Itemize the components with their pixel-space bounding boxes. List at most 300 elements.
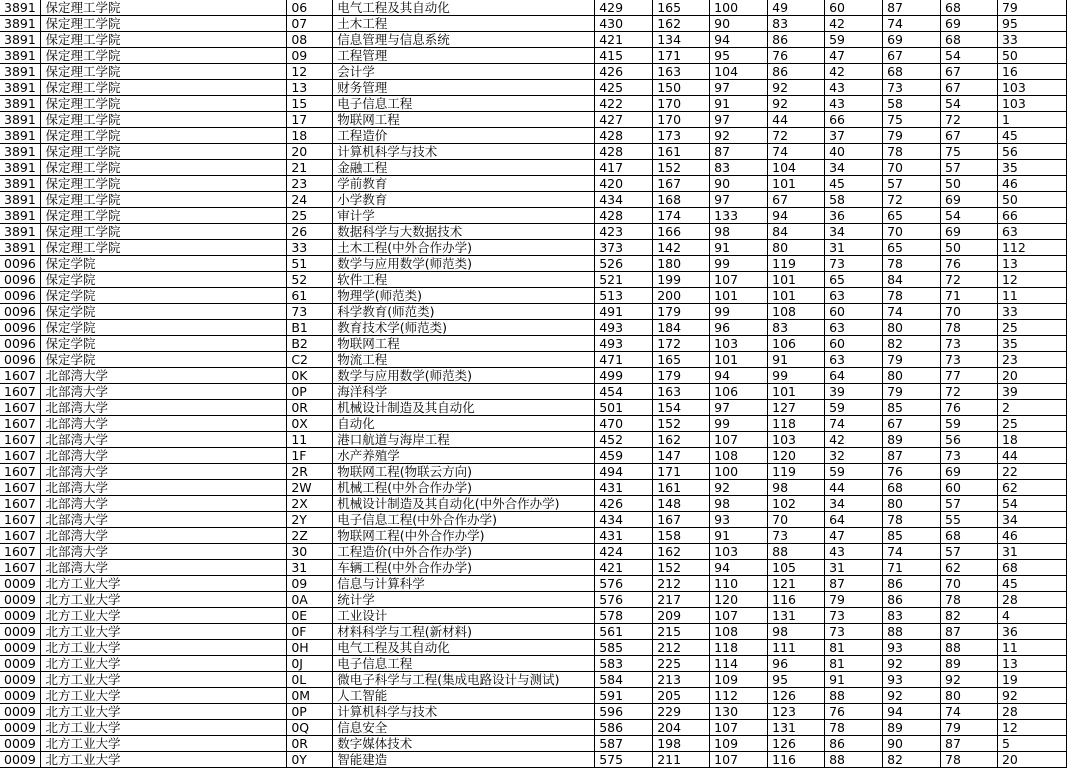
score-e-cell[interactable]: 58 — [883, 96, 941, 112]
major-code-cell[interactable]: 0A — [287, 592, 333, 608]
major-cell[interactable]: 电气工程及其自动化 — [333, 640, 595, 656]
major-cell[interactable]: 信息管理与信息系统 — [333, 32, 595, 48]
score-d-cell[interactable]: 63 — [825, 320, 883, 336]
score-a-cell[interactable]: 162 — [653, 432, 710, 448]
code-cell[interactable]: 0009 — [0, 608, 41, 624]
score-b-cell[interactable]: 101 — [710, 352, 768, 368]
table-row[interactable] — [0, 688, 1067, 704]
score-e-cell[interactable]: 88 — [883, 624, 941, 640]
major-cell[interactable]: 数据科学与大数据技术 — [333, 224, 595, 240]
score-c-cell[interactable]: 103 — [768, 432, 825, 448]
rank-cell[interactable]: 62 — [997, 480, 1066, 496]
major-code-cell[interactable]: 0M — [287, 688, 333, 704]
score-c-cell[interactable]: 76 — [768, 48, 825, 64]
major-cell[interactable]: 海洋科学 — [333, 384, 595, 400]
score-a-cell[interactable]: 204 — [653, 720, 710, 736]
score-b-cell[interactable]: 91 — [710, 528, 768, 544]
school-cell[interactable]: 北部湾大学 — [41, 464, 287, 480]
school-cell[interactable]: 保定学院 — [41, 288, 287, 304]
score-f-cell[interactable]: 69 — [941, 192, 998, 208]
school-cell[interactable]: 北部湾大学 — [41, 560, 287, 576]
school-cell[interactable]: 北方工业大学 — [41, 608, 287, 624]
score-c-cell[interactable]: 83 — [768, 16, 825, 32]
school-cell[interactable]: 北方工业大学 — [41, 688, 287, 704]
score-f-cell[interactable]: 62 — [941, 560, 998, 576]
table-row[interactable] — [0, 448, 1067, 464]
score-d-cell[interactable]: 81 — [825, 640, 883, 656]
school-cell[interactable]: 北方工业大学 — [41, 624, 287, 640]
score-b-cell[interactable]: 107 — [710, 432, 768, 448]
major-code-cell[interactable]: 21 — [287, 160, 333, 176]
total-cell[interactable]: 576 — [595, 592, 653, 608]
table-row[interactable] — [0, 400, 1067, 416]
score-a-cell[interactable]: 152 — [653, 560, 710, 576]
score-e-cell[interactable]: 71 — [883, 560, 941, 576]
score-b-cell[interactable]: 96 — [710, 320, 768, 336]
code-cell[interactable]: 3891 — [0, 64, 41, 80]
school-cell[interactable]: 保定学院 — [41, 256, 287, 272]
code-cell[interactable]: 0096 — [0, 336, 41, 352]
score-a-cell[interactable]: 209 — [653, 608, 710, 624]
rank-cell[interactable]: 12 — [997, 720, 1066, 736]
score-d-cell[interactable]: 86 — [825, 736, 883, 752]
score-f-cell[interactable]: 71 — [941, 288, 998, 304]
school-cell[interactable]: 保定学院 — [41, 352, 287, 368]
major-code-cell[interactable]: 0E — [287, 608, 333, 624]
code-cell[interactable]: 3891 — [0, 0, 41, 16]
table-row[interactable] — [0, 320, 1067, 336]
score-a-cell[interactable]: 161 — [653, 144, 710, 160]
rank-cell[interactable]: 44 — [997, 448, 1066, 464]
major-cell[interactable]: 财务管理 — [333, 80, 595, 96]
score-a-cell[interactable]: 179 — [653, 304, 710, 320]
school-cell[interactable]: 北方工业大学 — [41, 640, 287, 656]
score-d-cell[interactable]: 63 — [825, 352, 883, 368]
code-cell[interactable]: 3891 — [0, 144, 41, 160]
score-b-cell[interactable]: 95 — [710, 48, 768, 64]
table-row[interactable] — [0, 0, 1067, 16]
score-c-cell[interactable]: 121 — [768, 576, 825, 592]
score-d-cell[interactable]: 91 — [825, 672, 883, 688]
code-cell[interactable]: 3891 — [0, 208, 41, 224]
code-cell[interactable]: 3891 — [0, 128, 41, 144]
rank-cell[interactable]: 23 — [997, 352, 1066, 368]
score-b-cell[interactable]: 99 — [710, 416, 768, 432]
score-c-cell[interactable]: 104 — [768, 160, 825, 176]
score-d-cell[interactable]: 44 — [825, 480, 883, 496]
major-code-cell[interactable]: 09 — [287, 48, 333, 64]
score-a-cell[interactable]: 162 — [653, 16, 710, 32]
rank-cell[interactable]: 68 — [997, 560, 1066, 576]
score-d-cell[interactable]: 37 — [825, 128, 883, 144]
code-cell[interactable]: 3891 — [0, 224, 41, 240]
score-b-cell[interactable]: 103 — [710, 544, 768, 560]
score-e-cell[interactable]: 78 — [883, 512, 941, 528]
major-code-cell[interactable]: 0R — [287, 736, 333, 752]
major-code-cell[interactable]: 23 — [287, 176, 333, 192]
major-code-cell[interactable]: 0L — [287, 672, 333, 688]
score-a-cell[interactable]: 165 — [653, 0, 710, 16]
major-cell[interactable]: 自动化 — [333, 416, 595, 432]
score-b-cell[interactable]: 99 — [710, 256, 768, 272]
school-cell[interactable]: 保定理工学院 — [41, 224, 287, 240]
table-row[interactable] — [0, 736, 1067, 752]
score-f-cell[interactable]: 68 — [941, 32, 998, 48]
score-a-cell[interactable]: 173 — [653, 128, 710, 144]
school-cell[interactable]: 北部湾大学 — [41, 528, 287, 544]
school-cell[interactable]: 保定理工学院 — [41, 80, 287, 96]
major-code-cell[interactable]: 2Y — [287, 512, 333, 528]
table-row[interactable] — [0, 272, 1067, 288]
score-e-cell[interactable]: 86 — [883, 592, 941, 608]
major-cell[interactable]: 土木工程 — [333, 16, 595, 32]
score-c-cell[interactable]: 98 — [768, 480, 825, 496]
table-row[interactable] — [0, 576, 1067, 592]
score-c-cell[interactable]: 101 — [768, 176, 825, 192]
rank-cell[interactable]: 28 — [997, 592, 1066, 608]
code-cell[interactable]: 0009 — [0, 720, 41, 736]
table-row[interactable] — [0, 464, 1067, 480]
table-row[interactable] — [0, 528, 1067, 544]
total-cell[interactable]: 427 — [595, 112, 653, 128]
major-code-cell[interactable]: 0R — [287, 400, 333, 416]
score-d-cell[interactable]: 79 — [825, 592, 883, 608]
rank-cell[interactable]: 33 — [997, 32, 1066, 48]
school-cell[interactable]: 北部湾大学 — [41, 384, 287, 400]
score-c-cell[interactable]: 80 — [768, 240, 825, 256]
score-a-cell[interactable]: 212 — [653, 640, 710, 656]
score-e-cell[interactable]: 92 — [883, 688, 941, 704]
score-d-cell[interactable]: 60 — [825, 336, 883, 352]
total-cell[interactable]: 586 — [595, 720, 653, 736]
table-row[interactable] — [0, 224, 1067, 240]
table-row[interactable] — [0, 624, 1067, 640]
code-cell[interactable]: 0096 — [0, 256, 41, 272]
major-code-cell[interactable]: 0X — [287, 416, 333, 432]
table-row[interactable] — [0, 512, 1067, 528]
total-cell[interactable]: 587 — [595, 736, 653, 752]
score-d-cell[interactable]: 40 — [825, 144, 883, 160]
rank-cell[interactable]: 103 — [997, 96, 1066, 112]
total-cell[interactable]: 428 — [595, 128, 653, 144]
rank-cell[interactable]: 79 — [997, 0, 1066, 16]
score-c-cell[interactable]: 91 — [768, 352, 825, 368]
score-f-cell[interactable]: 54 — [941, 208, 998, 224]
score-c-cell[interactable]: 101 — [768, 288, 825, 304]
major-cell[interactable]: 物流工程 — [333, 352, 595, 368]
score-d-cell[interactable]: 88 — [825, 752, 883, 768]
score-b-cell[interactable]: 97 — [710, 192, 768, 208]
code-cell[interactable]: 0009 — [0, 688, 41, 704]
total-cell[interactable]: 452 — [595, 432, 653, 448]
total-cell[interactable]: 493 — [595, 320, 653, 336]
score-a-cell[interactable]: 211 — [653, 752, 710, 768]
score-c-cell[interactable]: 86 — [768, 32, 825, 48]
school-cell[interactable]: 北方工业大学 — [41, 752, 287, 768]
score-a-cell[interactable]: 172 — [653, 336, 710, 352]
score-c-cell[interactable]: 92 — [768, 96, 825, 112]
table-row[interactable] — [0, 480, 1067, 496]
rank-cell[interactable]: 35 — [997, 336, 1066, 352]
score-e-cell[interactable]: 87 — [883, 0, 941, 16]
score-e-cell[interactable]: 93 — [883, 640, 941, 656]
major-code-cell[interactable]: 0Q — [287, 720, 333, 736]
total-cell[interactable]: 431 — [595, 528, 653, 544]
score-b-cell[interactable]: 107 — [710, 272, 768, 288]
table-row[interactable] — [0, 80, 1067, 96]
rank-cell[interactable]: 20 — [997, 752, 1066, 768]
score-b-cell[interactable]: 91 — [710, 240, 768, 256]
major-code-cell[interactable]: 15 — [287, 96, 333, 112]
score-f-cell[interactable]: 60 — [941, 480, 998, 496]
score-f-cell[interactable]: 87 — [941, 624, 998, 640]
table-row[interactable] — [0, 240, 1067, 256]
score-e-cell[interactable]: 83 — [883, 608, 941, 624]
score-d-cell[interactable]: 64 — [825, 368, 883, 384]
score-a-cell[interactable]: 199 — [653, 272, 710, 288]
rank-cell[interactable]: 66 — [997, 208, 1066, 224]
score-c-cell[interactable]: 95 — [768, 672, 825, 688]
major-code-cell[interactable]: B2 — [287, 336, 333, 352]
score-d-cell[interactable]: 43 — [825, 80, 883, 96]
score-f-cell[interactable]: 50 — [941, 176, 998, 192]
score-a-cell[interactable]: 147 — [653, 448, 710, 464]
score-b-cell[interactable]: 109 — [710, 736, 768, 752]
code-cell[interactable]: 3891 — [0, 32, 41, 48]
table-row[interactable] — [0, 288, 1067, 304]
score-b-cell[interactable]: 118 — [710, 640, 768, 656]
score-a-cell[interactable]: 165 — [653, 352, 710, 368]
score-f-cell[interactable]: 57 — [941, 496, 998, 512]
score-a-cell[interactable]: 213 — [653, 672, 710, 688]
score-e-cell[interactable]: 65 — [883, 240, 941, 256]
rank-cell[interactable]: 63 — [997, 224, 1066, 240]
code-cell[interactable]: 1607 — [0, 384, 41, 400]
score-b-cell[interactable]: 107 — [710, 608, 768, 624]
school-cell[interactable]: 北部湾大学 — [41, 416, 287, 432]
score-e-cell[interactable]: 82 — [883, 336, 941, 352]
table-row[interactable] — [0, 64, 1067, 80]
table-row[interactable] — [0, 640, 1067, 656]
score-f-cell[interactable]: 59 — [941, 416, 998, 432]
total-cell[interactable]: 422 — [595, 96, 653, 112]
score-d-cell[interactable]: 31 — [825, 560, 883, 576]
score-e-cell[interactable]: 80 — [883, 368, 941, 384]
major-cell[interactable]: 会计学 — [333, 64, 595, 80]
score-e-cell[interactable]: 93 — [883, 672, 941, 688]
score-a-cell[interactable]: 205 — [653, 688, 710, 704]
school-cell[interactable]: 北方工业大学 — [41, 720, 287, 736]
major-code-cell[interactable]: 25 — [287, 208, 333, 224]
score-f-cell[interactable]: 57 — [941, 544, 998, 560]
total-cell[interactable]: 578 — [595, 608, 653, 624]
major-cell[interactable]: 教育技术学(师范类) — [333, 320, 595, 336]
total-cell[interactable]: 459 — [595, 448, 653, 464]
rank-cell[interactable]: 20 — [997, 368, 1066, 384]
score-f-cell[interactable]: 57 — [941, 160, 998, 176]
code-cell[interactable]: 3891 — [0, 16, 41, 32]
score-b-cell[interactable]: 112 — [710, 688, 768, 704]
rank-cell[interactable]: 13 — [997, 656, 1066, 672]
score-b-cell[interactable]: 114 — [710, 656, 768, 672]
score-b-cell[interactable]: 107 — [710, 720, 768, 736]
rank-cell[interactable]: 4 — [997, 608, 1066, 624]
score-c-cell[interactable]: 49 — [768, 0, 825, 16]
score-f-cell[interactable]: 73 — [941, 336, 998, 352]
score-b-cell[interactable]: 101 — [710, 288, 768, 304]
rank-cell[interactable]: 1 — [997, 112, 1066, 128]
score-c-cell[interactable]: 116 — [768, 592, 825, 608]
score-d-cell[interactable]: 73 — [825, 624, 883, 640]
score-f-cell[interactable]: 72 — [941, 272, 998, 288]
rank-cell[interactable]: 50 — [997, 48, 1066, 64]
score-a-cell[interactable]: 162 — [653, 544, 710, 560]
score-b-cell[interactable]: 108 — [710, 624, 768, 640]
table-row[interactable] — [0, 96, 1067, 112]
school-cell[interactable]: 保定理工学院 — [41, 176, 287, 192]
major-cell[interactable]: 科学教育(师范类) — [333, 304, 595, 320]
score-e-cell[interactable]: 89 — [883, 432, 941, 448]
major-code-cell[interactable]: 07 — [287, 16, 333, 32]
major-cell[interactable]: 工程造价 — [333, 128, 595, 144]
table-row[interactable] — [0, 352, 1067, 368]
score-a-cell[interactable]: 167 — [653, 512, 710, 528]
score-c-cell[interactable]: 67 — [768, 192, 825, 208]
score-f-cell[interactable]: 88 — [941, 640, 998, 656]
table-row[interactable] — [0, 672, 1067, 688]
score-e-cell[interactable]: 75 — [883, 112, 941, 128]
rank-cell[interactable]: 46 — [997, 528, 1066, 544]
score-c-cell[interactable]: 118 — [768, 416, 825, 432]
score-a-cell[interactable]: 163 — [653, 64, 710, 80]
score-d-cell[interactable]: 36 — [825, 208, 883, 224]
rank-cell[interactable]: 12 — [997, 272, 1066, 288]
score-e-cell[interactable]: 79 — [883, 128, 941, 144]
score-c-cell[interactable]: 70 — [768, 512, 825, 528]
major-code-cell[interactable]: 0Y — [287, 752, 333, 768]
score-a-cell[interactable]: 134 — [653, 32, 710, 48]
total-cell[interactable]: 429 — [595, 0, 653, 16]
score-f-cell[interactable]: 72 — [941, 384, 998, 400]
score-a-cell[interactable]: 212 — [653, 576, 710, 592]
school-cell[interactable]: 北部湾大学 — [41, 544, 287, 560]
rank-cell[interactable]: 46 — [997, 176, 1066, 192]
score-f-cell[interactable]: 67 — [941, 128, 998, 144]
school-cell[interactable]: 北部湾大学 — [41, 400, 287, 416]
score-e-cell[interactable]: 74 — [883, 544, 941, 560]
score-a-cell[interactable]: 167 — [653, 176, 710, 192]
major-cell[interactable]: 人工智能 — [333, 688, 595, 704]
score-e-cell[interactable]: 70 — [883, 224, 941, 240]
major-cell[interactable]: 信息安全 — [333, 720, 595, 736]
score-e-cell[interactable]: 85 — [883, 400, 941, 416]
score-d-cell[interactable]: 42 — [825, 432, 883, 448]
score-f-cell[interactable]: 70 — [941, 576, 998, 592]
score-f-cell[interactable]: 87 — [941, 736, 998, 752]
major-cell[interactable]: 软件工程 — [333, 272, 595, 288]
score-b-cell[interactable]: 97 — [710, 112, 768, 128]
code-cell[interactable]: 0096 — [0, 288, 41, 304]
table-row[interactable] — [0, 592, 1067, 608]
total-cell[interactable]: 596 — [595, 704, 653, 720]
score-c-cell[interactable]: 98 — [768, 624, 825, 640]
major-code-cell[interactable]: 26 — [287, 224, 333, 240]
score-b-cell[interactable]: 100 — [710, 464, 768, 480]
score-f-cell[interactable]: 67 — [941, 64, 998, 80]
score-d-cell[interactable]: 42 — [825, 16, 883, 32]
table-row[interactable] — [0, 128, 1067, 144]
score-b-cell[interactable]: 133 — [710, 208, 768, 224]
rank-cell[interactable]: 16 — [997, 64, 1066, 80]
table-row[interactable] — [0, 176, 1067, 192]
score-b-cell[interactable]: 103 — [710, 336, 768, 352]
school-cell[interactable]: 北部湾大学 — [41, 480, 287, 496]
score-e-cell[interactable]: 74 — [883, 16, 941, 32]
total-cell[interactable]: 585 — [595, 640, 653, 656]
school-cell[interactable]: 保定理工学院 — [41, 240, 287, 256]
score-a-cell[interactable]: 166 — [653, 224, 710, 240]
score-d-cell[interactable]: 59 — [825, 464, 883, 480]
code-cell[interactable]: 1607 — [0, 416, 41, 432]
major-code-cell[interactable]: 13 — [287, 80, 333, 96]
score-c-cell[interactable]: 74 — [768, 144, 825, 160]
table-row[interactable] — [0, 432, 1067, 448]
code-cell[interactable]: 1607 — [0, 480, 41, 496]
score-a-cell[interactable]: 171 — [653, 464, 710, 480]
score-e-cell[interactable]: 78 — [883, 256, 941, 272]
score-d-cell[interactable]: 66 — [825, 112, 883, 128]
school-cell[interactable]: 北方工业大学 — [41, 704, 287, 720]
score-b-cell[interactable]: 94 — [710, 368, 768, 384]
major-code-cell[interactable]: 09 — [287, 576, 333, 592]
score-a-cell[interactable]: 142 — [653, 240, 710, 256]
score-f-cell[interactable]: 73 — [941, 448, 998, 464]
major-cell[interactable]: 机械设计制造及其自动化 — [333, 400, 595, 416]
score-d-cell[interactable]: 73 — [825, 608, 883, 624]
code-cell[interactable]: 1607 — [0, 448, 41, 464]
score-e-cell[interactable]: 78 — [883, 288, 941, 304]
score-e-cell[interactable]: 67 — [883, 48, 941, 64]
major-code-cell[interactable]: 0P — [287, 704, 333, 720]
score-a-cell[interactable]: 225 — [653, 656, 710, 672]
score-a-cell[interactable]: 148 — [653, 496, 710, 512]
score-f-cell[interactable]: 75 — [941, 144, 998, 160]
score-d-cell[interactable]: 34 — [825, 160, 883, 176]
major-code-cell[interactable]: 0K — [287, 368, 333, 384]
rank-cell[interactable]: 5 — [997, 736, 1066, 752]
major-code-cell[interactable]: 0H — [287, 640, 333, 656]
major-code-cell[interactable]: 51 — [287, 256, 333, 272]
score-f-cell[interactable]: 68 — [941, 528, 998, 544]
total-cell[interactable]: 421 — [595, 32, 653, 48]
score-f-cell[interactable]: 78 — [941, 752, 998, 768]
school-cell[interactable]: 北方工业大学 — [41, 656, 287, 672]
score-b-cell[interactable]: 97 — [710, 400, 768, 416]
code-cell[interactable]: 3891 — [0, 112, 41, 128]
major-code-cell[interactable]: 17 — [287, 112, 333, 128]
total-cell[interactable]: 494 — [595, 464, 653, 480]
score-a-cell[interactable]: 179 — [653, 368, 710, 384]
code-cell[interactable]: 3891 — [0, 96, 41, 112]
code-cell[interactable]: 3891 — [0, 192, 41, 208]
total-cell[interactable]: 470 — [595, 416, 653, 432]
score-d-cell[interactable]: 39 — [825, 384, 883, 400]
score-b-cell[interactable]: 92 — [710, 480, 768, 496]
score-a-cell[interactable]: 161 — [653, 480, 710, 496]
score-b-cell[interactable]: 94 — [710, 32, 768, 48]
code-cell[interactable]: 3891 — [0, 160, 41, 176]
code-cell[interactable]: 0009 — [0, 576, 41, 592]
